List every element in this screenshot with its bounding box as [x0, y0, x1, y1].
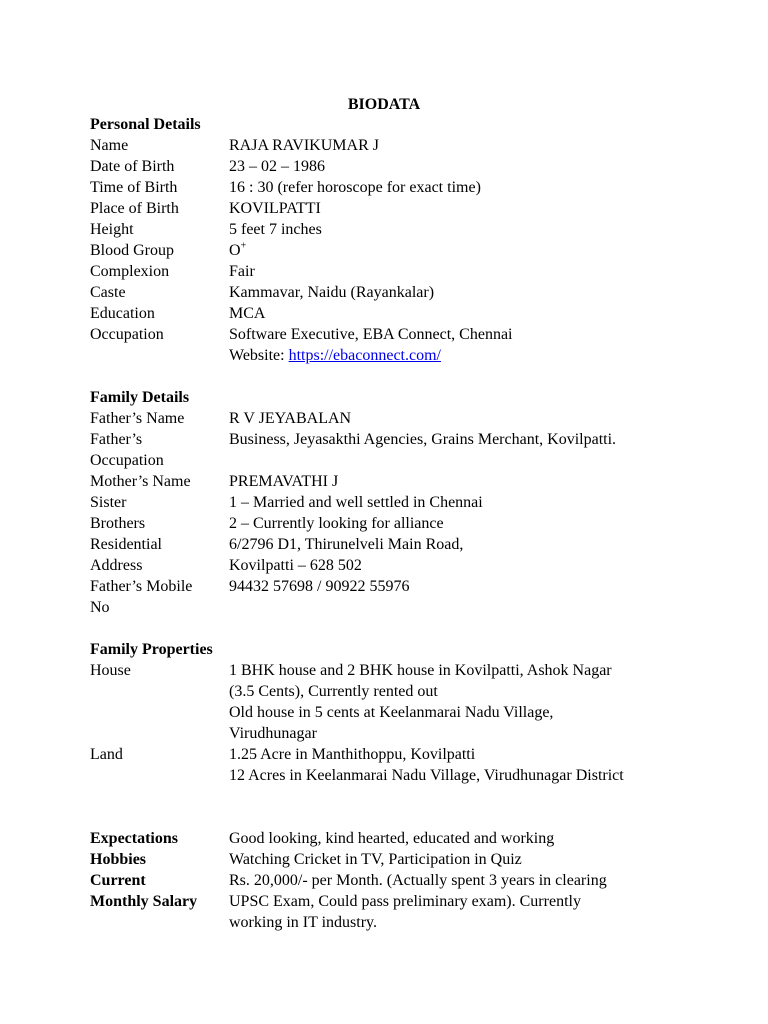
father-occupation-label: [90, 429, 229, 471]
expectations-value: Good looking, kind hearted, educated and working: [229, 830, 555, 847]
tob-row: [90, 177, 730, 198]
father-name-row: [90, 408, 730, 429]
document-body: [90, 114, 730, 933]
blood-group-rh: +: [240, 240, 247, 252]
father-mobile-label-line1: Father’s Mobile: [90, 578, 193, 595]
pob-label: Place of Birth: [90, 200, 179, 217]
brothers-value: 2 – Currently looking for alliance: [229, 515, 444, 532]
caste-row: [90, 282, 730, 303]
tob-value: 16 : 30 (refer horoscope for exact time): [229, 179, 481, 196]
father-occupation-label-line1: Father’s: [90, 431, 143, 448]
land-row: [90, 744, 730, 786]
father-occupation-row: [90, 429, 730, 471]
address-label-line1: Residential: [90, 536, 162, 553]
spacer: [90, 618, 730, 639]
complexion-value: Fair: [229, 263, 255, 280]
address-row: [90, 534, 730, 576]
height-label: Height: [90, 221, 134, 238]
complexion-row: [90, 261, 730, 282]
tob-label: Time of Birth: [90, 179, 178, 196]
father-mobile-value: 94432 57698 / 90922 55976: [229, 578, 410, 595]
house-label: House: [90, 662, 131, 679]
salary-line3: working in IT industry.: [229, 914, 377, 931]
education-row: [90, 303, 730, 324]
blood-group-row: [90, 240, 730, 261]
website-link[interactable]: https://ebaconnect.com/: [288, 347, 441, 364]
spacer: [90, 786, 730, 828]
occupation-text: Software Executive, EBA Connect, Chennai: [229, 326, 513, 343]
salary-value: [229, 870, 730, 933]
expectations-label: Expectations: [90, 830, 178, 847]
name-label: Name: [90, 137, 129, 154]
father-occupation-label-line2: Occupation: [90, 452, 164, 469]
house-line2: (3.5 Cents), Currently rented out: [229, 683, 438, 700]
document-title: BIODATA: [347, 96, 421, 113]
caste-value: Kammavar, Naidu (Rayankalar): [229, 284, 435, 301]
occupation-label: Occupation: [90, 326, 164, 343]
sister-label: Sister: [90, 494, 127, 511]
sister-row: [90, 492, 730, 513]
pob-row: [90, 198, 730, 219]
blood-group-label: Blood Group: [90, 242, 174, 259]
father-mobile-label-line2: No: [90, 599, 110, 616]
occupation-row: [90, 324, 730, 366]
sister-value: 1 – Married and well settled in Chennai: [229, 494, 483, 511]
brothers-row: [90, 513, 730, 534]
mother-name-label: Mother’s Name: [90, 473, 191, 490]
family-properties-heading: Family Properties: [90, 641, 213, 658]
blood-group-value: [229, 240, 730, 261]
hobbies-label: Hobbies: [90, 851, 147, 868]
website-label: Website:: [229, 347, 289, 364]
father-name-label: Father’s Name: [90, 410, 185, 427]
height-value: 5 feet 7 inches: [229, 221, 322, 238]
land-line2: 12 Acres in Keelanmarai Nadu Village, Virudhunagar District: [229, 767, 624, 784]
house-line3: Old house in 5 cents at Keelanmarai Nadu Village,: [229, 704, 554, 721]
expectations-row: [90, 828, 730, 849]
hobbies-row: [90, 849, 730, 870]
caste-label: Caste: [90, 284, 126, 301]
name-value: RAJA RAVIKUMAR J: [229, 137, 379, 154]
address-value: [229, 534, 730, 576]
height-row: [90, 219, 730, 240]
dob-value: 23 – 02 – 1986: [229, 158, 325, 175]
house-value: [229, 660, 730, 744]
dob-label: Date of Birth: [90, 158, 175, 175]
address-label: [90, 534, 229, 576]
address-line1: 6/2796 D1, Thirunelveli Main Road,: [229, 536, 464, 553]
dob-row: [90, 156, 730, 177]
education-label: Education: [90, 305, 155, 322]
brothers-label: Brothers: [90, 515, 146, 532]
education-value: MCA: [229, 305, 266, 322]
mother-name-row: [90, 471, 730, 492]
salary-label: [90, 870, 229, 933]
salary-row: [90, 870, 730, 933]
occupation-value: [229, 324, 730, 366]
father-occupation-value: Business, Jeyasakthi Agencies, Grains Merchant, Kovilpatti.: [229, 431, 617, 448]
address-line2: Kovilpatti – 628 502: [229, 557, 362, 574]
father-name-value: R V JEYABALAN: [229, 410, 352, 427]
salary-line1: Rs. 20,000/- per Month. (Actually spent 3 years in clearing: [229, 872, 607, 889]
family-details-heading: Family Details: [90, 389, 190, 406]
spacer: [90, 366, 730, 387]
complexion-label: Complexion: [90, 263, 170, 280]
name-row: [90, 135, 730, 156]
hobbies-value: Watching Cricket in TV, Participation in Quiz: [229, 851, 522, 868]
land-line1: 1.25 Acre in Manthithoppu, Kovilpatti: [229, 746, 476, 763]
salary-label-line2: Monthly Salary: [90, 893, 198, 910]
house-line4: Virudhunagar: [229, 725, 317, 742]
mother-name-value: PREMAVATHI J: [229, 473, 339, 490]
address-label-line2: Address: [90, 557, 143, 574]
blood-group-type: O: [229, 242, 241, 259]
house-row: [90, 660, 730, 744]
personal-details-heading: Personal Details: [90, 116, 201, 133]
salary-line2: UPSC Exam, Could pass preliminary exam). Currently: [229, 893, 581, 910]
house-line1: 1 BHK house and 2 BHK house in Kovilpatti, Ashok Nagar: [229, 662, 612, 679]
land-label: Land: [90, 746, 123, 763]
pob-value: KOVILPATTI: [229, 200, 321, 217]
father-mobile-label: [90, 576, 229, 618]
land-value: [229, 744, 730, 786]
father-mobile-row: [90, 576, 730, 618]
salary-label-line1: Current: [90, 872, 146, 889]
website-line: [229, 345, 730, 366]
